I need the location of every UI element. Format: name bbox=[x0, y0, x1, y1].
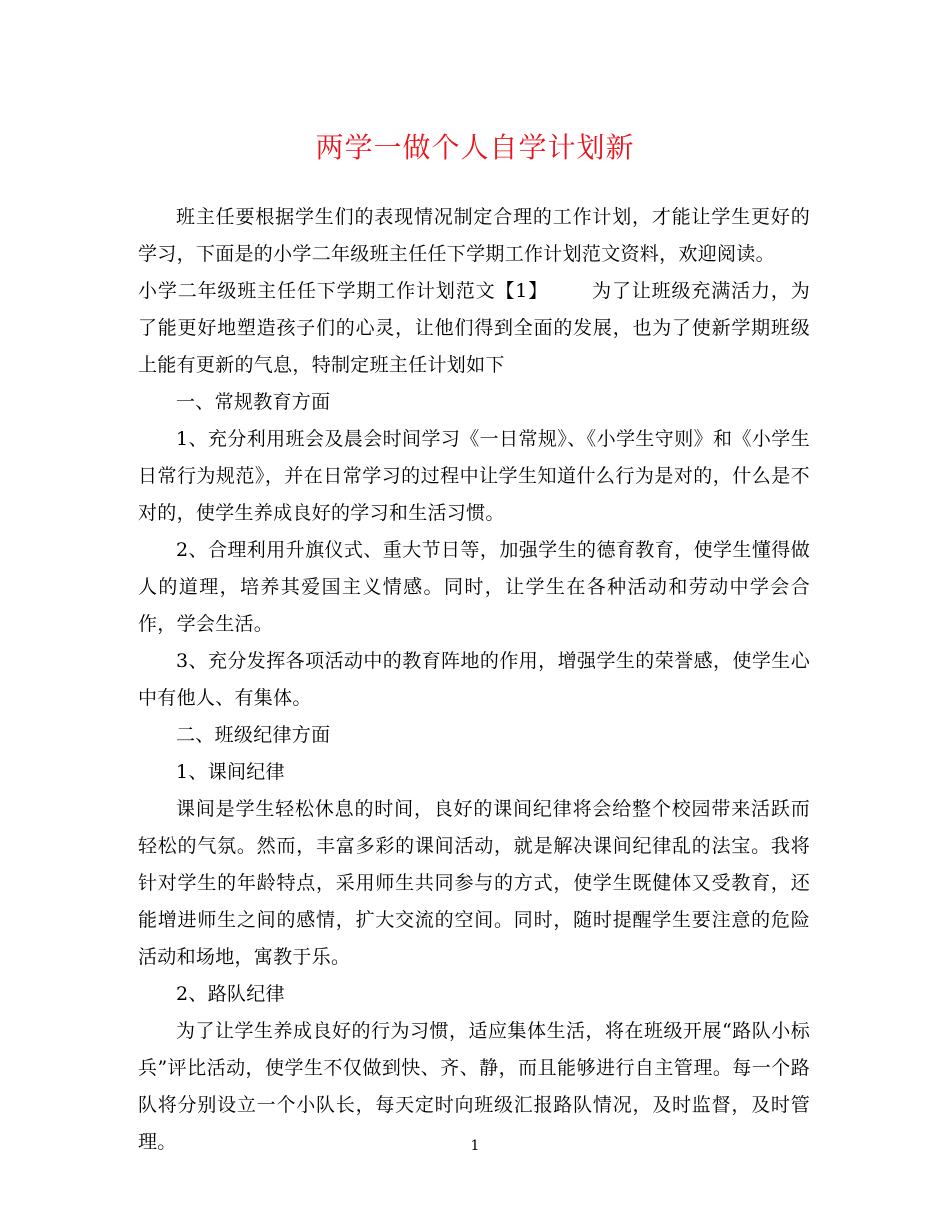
section-intro-text: 为了让班级充满活力，为了能更好地塑造孩子们的心灵，让他们得到全面的发展，也为了使新学期班级上能有更新的气息，特制定班主任计划如下 bbox=[138, 280, 810, 376]
section-title: 小学二年级班主任任下学期工作计划范文【1】 bbox=[138, 280, 549, 302]
paragraph-break-discipline: 课间是学生轻松休息的时间，良好的课间纪律将会给整个校园带来活跃而轻松的气氛。然而，丰富多彩的课间活动，就是解决课间纪律乱的法宝。我将针对学生的年龄特点，采用师生共同参与的方式，使学生既健体又受教育，还能增进师生之间的感情，扩大交流的空间。同时，随时提醒学生要注意的危险活动和场地，寓教于乐。 bbox=[138, 798, 810, 968]
subheading-break-discipline: 1、课间纪律 bbox=[176, 761, 285, 783]
paragraph-routine-2: 2、合理利用升旗仪式、重大节日等，加强学生的德育教育，使学生懂得做人的道理，培养其爱国主义情感。同时，让学生在各种活动和劳动中学会合作，学会生活。 bbox=[138, 539, 810, 635]
heading-class-discipline: 二、班级纪律方面 bbox=[176, 724, 331, 746]
paragraph-line-discipline: 为了让学生养成良好的行为习惯，适应集体生活，将在班级开展“路队小标兵”评比活动，使学生不仅做到快、齐、静，而且能够进行自主管理。每一个路队将分别设立一个小队长，每天定时向班级汇报路队情况，及时监督，及时管理。 bbox=[138, 1020, 810, 1153]
document-body bbox=[138, 199, 810, 1161]
page-number: 1 bbox=[470, 1138, 480, 1154]
heading-routine-education: 一、常规教育方面 bbox=[176, 391, 331, 413]
paragraph-routine-3: 3、充分发挥各项活动中的教育阵地的作用，增强学生的荣誉感，使学生心中有他人、有集体。 bbox=[138, 650, 810, 709]
paragraph-routine-1: 1、充分利用班会及晨会时间学习《一日常规》、《小学生守则》和《小学生日常行为规范》，并在日常学习的过程中让学生知道什么行为是对的，什么是不对的，使学生养成良好的学习和生活习惯。 bbox=[138, 428, 810, 524]
document-title: 两学一做个人自学计划新 bbox=[315, 131, 635, 164]
section-intro-paragraph bbox=[138, 273, 810, 384]
intro-paragraph: 班主任要根据学生们的表现情况制定合理的工作计划，才能让学生更好的学习，下面是的小学二年级班主任任下学期工作计划范文资料，欢迎阅读。 bbox=[138, 206, 810, 265]
subheading-line-discipline: 2、路队纪律 bbox=[176, 983, 285, 1005]
